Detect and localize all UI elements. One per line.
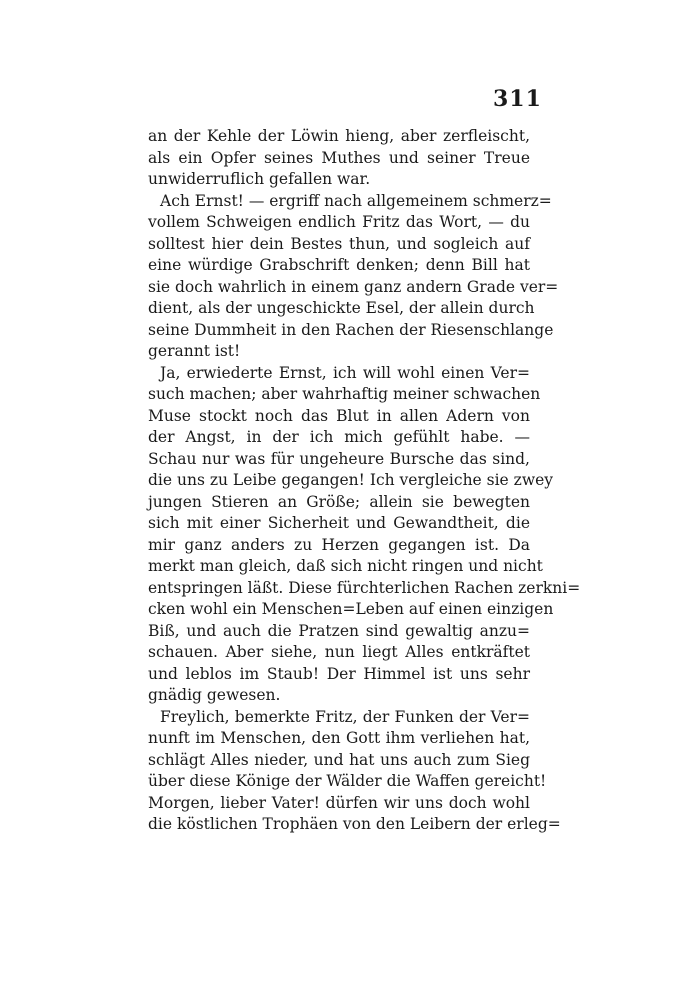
- text-line: Freylich, bemerkte Fritz, der Funken der Ver=: [160, 707, 530, 726]
- text-line: jungen Stieren an Größe; allein sie bewegten: [148, 492, 530, 511]
- text-line: nunft im Menschen, den Gott ihm verliehen hat,: [148, 729, 530, 747]
- text-line: Muse stockt noch das Blut in allen Adern von: [148, 406, 530, 425]
- page-number: 311: [493, 86, 542, 112]
- text-line: Ach Ernst! — ergriff nach allgemeinem schmerz=: [160, 191, 552, 210]
- text-line: sie doch wahrlich in einem ganz andern Grade ver=: [148, 277, 559, 296]
- text-line: die uns zu Leibe gegangen! Ich vergleiche sie zwey: [148, 471, 554, 489]
- text-line: als ein Opfer seines Muthes und seiner Treue: [148, 148, 530, 167]
- text-line: merkt man gleich, daß sich nicht ringen und nicht: [148, 557, 543, 575]
- body-text: [148, 126, 581, 836]
- text-line: gnädig gewesen.: [148, 686, 281, 704]
- text-line: und leblos im Staub! Der Himmel ist uns sehr: [148, 664, 530, 683]
- text-line: über diese Könige der Wälder die Waffen gereicht!: [148, 772, 547, 790]
- text-line: Schau nur was für ungeheure Bursche das sind,: [148, 449, 530, 468]
- text-line: die köstlichen Trophäen von den Leibern der erleg=: [148, 815, 561, 833]
- text-line: vollem Schweigen endlich Fritz das Wort, — du: [148, 213, 530, 231]
- text-line: unwiderruflich gefallen war.: [148, 170, 371, 188]
- text-line: an der Kehle der Löwin hieng, aber zerfleischt,: [148, 127, 530, 145]
- text-line: sich mit einer Sicherheit und Gewandtheit, die: [148, 514, 530, 532]
- text-line: der Angst, in der ich mich gefühlt habe. —: [148, 428, 530, 446]
- text-line: gerannt ist!: [148, 342, 241, 360]
- text-line: Morgen, lieber Vater! dürfen wir uns doch wohl: [148, 793, 530, 812]
- text-line: schauen. Aber siehe, nun liegt Alles entkräftet: [148, 643, 530, 661]
- text-line: mir ganz anders zu Herzen gegangen ist. Da: [148, 535, 530, 554]
- text-line: Biß, und auch die Pratzen sind gewaltig anzu=: [148, 621, 530, 640]
- text-line: solltest hier dein Bestes thun, und sogleich auf: [148, 234, 530, 253]
- text-line: Ja, erwiederte Ernst, ich will wohl einen Ver=: [160, 363, 530, 382]
- text-line: such machen; aber wahrhaftig meiner schwachen: [148, 385, 541, 403]
- text-line: eine würdige Grabschrift denken; denn Bill hat: [148, 256, 530, 274]
- text-line: seine Dummheit in den Rachen der Riesenschlange: [148, 320, 554, 339]
- text-line: schlägt Alles nieder, und hat uns auch zum Sieg: [148, 750, 530, 769]
- text-line: cken wohl ein Menschen=Leben auf einen einzigen: [148, 600, 554, 618]
- text-line: dient, als der ungeschickte Esel, der allein durch: [148, 299, 535, 317]
- text-line: entspringen läßt. Diese fürchterlichen Rachen zerkni=: [148, 578, 581, 597]
